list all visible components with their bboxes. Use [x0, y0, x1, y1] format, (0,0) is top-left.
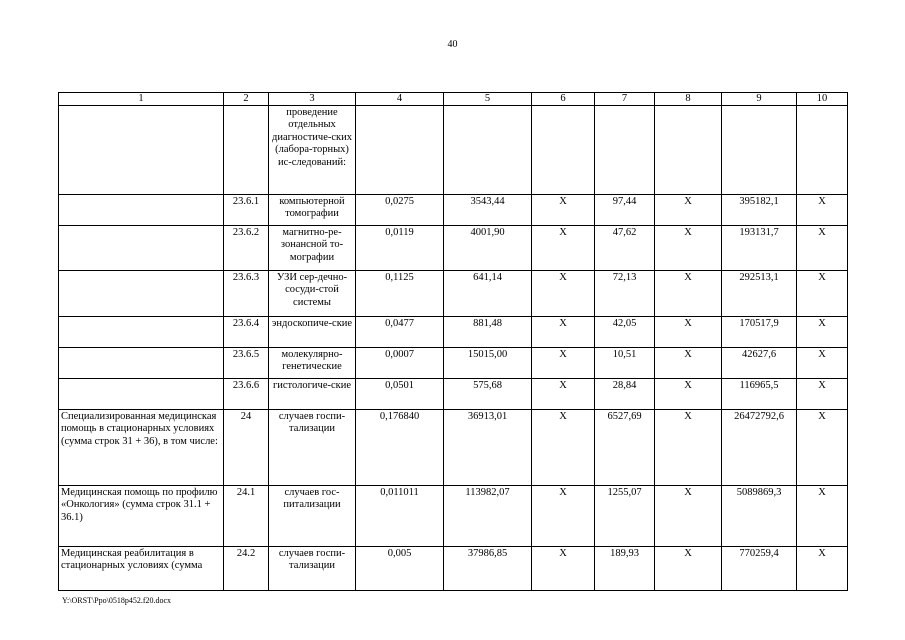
cell-name: [59, 348, 224, 379]
cell-col9: 5089869,3: [722, 486, 797, 547]
cell-col5: 3543,44: [444, 195, 532, 226]
cell-col8: X: [655, 271, 722, 317]
cell-unit: компьютерной томографии: [269, 195, 356, 226]
cell-line-number: [224, 106, 269, 195]
cell-col10: X: [797, 547, 848, 591]
cell-name: [59, 271, 224, 317]
header-cell: 1: [59, 93, 224, 106]
cell-col6: X: [532, 195, 595, 226]
cell-col4: 0,1125: [356, 271, 444, 317]
cell-name: [59, 226, 224, 271]
header-cell: 5: [444, 93, 532, 106]
cell-col6: X: [532, 271, 595, 317]
cell-col8: X: [655, 348, 722, 379]
cell-col9: 395182,1: [722, 195, 797, 226]
cell-col10: X: [797, 317, 848, 348]
cell-col9: 292513,1: [722, 271, 797, 317]
cell-col5: [444, 106, 532, 195]
cell-col9: 116965,5: [722, 379, 797, 410]
cell-col6: X: [532, 547, 595, 591]
cell-line-number: 23.6.1: [224, 195, 269, 226]
cell-col10: X: [797, 486, 848, 547]
header-cell: 10: [797, 93, 848, 106]
table-row: [59, 226, 848, 271]
footer-file-path: Y:\ORST\Ppo\0518p452.f20.docx: [62, 596, 172, 605]
cell-col4: 0,011011: [356, 486, 444, 547]
cell-col10: X: [797, 410, 848, 486]
cell-col9: 193131,7: [722, 226, 797, 271]
cell-col5: 37986,85: [444, 547, 532, 591]
cell-unit: случаев госпи-тализации: [269, 410, 356, 486]
cell-col10: X: [797, 271, 848, 317]
cell-line-number: 23.6.5: [224, 348, 269, 379]
cell-col5: 113982,07: [444, 486, 532, 547]
cell-unit: проведение отдельных диагностиче-ских (лабора-торных) ис-следований:: [269, 106, 356, 195]
cell-col4: [356, 106, 444, 195]
cell-line-number: 23.6.3: [224, 271, 269, 317]
cell-col10: X: [797, 195, 848, 226]
cell-col6: [532, 106, 595, 195]
table-row: [59, 317, 848, 348]
cell-col10: X: [797, 226, 848, 271]
cell-col4: 0,0501: [356, 379, 444, 410]
cell-col9: [722, 106, 797, 195]
cell-col7: 1255,07: [595, 486, 655, 547]
cell-col7: [595, 106, 655, 195]
cell-line-number: 24.1: [224, 486, 269, 547]
cell-col7: 47,62: [595, 226, 655, 271]
cell-col4: 0,176840: [356, 410, 444, 486]
table-row: [59, 106, 848, 195]
cell-col7: 10,51: [595, 348, 655, 379]
data-table: [58, 92, 848, 591]
cell-col7: 189,93: [595, 547, 655, 591]
table-row: [59, 547, 848, 591]
cell-col4: 0,0477: [356, 317, 444, 348]
cell-name: Медицинская реабилитация в стационарных условиях (сумма: [59, 547, 224, 591]
cell-unit: молекулярно-генетические: [269, 348, 356, 379]
table-row: [59, 348, 848, 379]
cell-unit: эндоскопиче-ские: [269, 317, 356, 348]
cell-col8: X: [655, 317, 722, 348]
cell-unit: гистологиче-ские: [269, 379, 356, 410]
cell-col5: 15015,00: [444, 348, 532, 379]
cell-unit: магнитно-ре-зонансной то-мографии: [269, 226, 356, 271]
cell-col8: X: [655, 486, 722, 547]
header-cell: 2: [224, 93, 269, 106]
page-number: 40: [447, 39, 458, 50]
cell-col10: [797, 106, 848, 195]
table-row: [59, 379, 848, 410]
cell-col5: 4001,90: [444, 226, 532, 271]
header-cell: 7: [595, 93, 655, 106]
cell-col4: 0,0119: [356, 226, 444, 271]
cell-col6: X: [532, 410, 595, 486]
cell-name: [59, 379, 224, 410]
table-row: [59, 271, 848, 317]
cell-col10: X: [797, 379, 848, 410]
cell-col5: 641,14: [444, 271, 532, 317]
cell-name: [59, 317, 224, 348]
table-row: [59, 486, 848, 547]
cell-col8: X: [655, 379, 722, 410]
cell-line-number: 23.6.4: [224, 317, 269, 348]
cell-col8: [655, 106, 722, 195]
cell-col7: 42,05: [595, 317, 655, 348]
cell-col4: 0,0007: [356, 348, 444, 379]
cell-col6: X: [532, 317, 595, 348]
cell-line-number: 24.2: [224, 547, 269, 591]
cell-col9: 26472792,6: [722, 410, 797, 486]
cell-col4: 0,0275: [356, 195, 444, 226]
cell-col7: 72,13: [595, 271, 655, 317]
header-cell: 3: [269, 93, 356, 106]
cell-unit: случаев госпи-тализации: [269, 547, 356, 591]
cell-col6: X: [532, 486, 595, 547]
cell-col9: 170517,9: [722, 317, 797, 348]
header-cell: 8: [655, 93, 722, 106]
cell-col8: X: [655, 410, 722, 486]
cell-col4: 0,005: [356, 547, 444, 591]
cell-col7: 6527,69: [595, 410, 655, 486]
cell-name: Специализированная медицинская помощь в стационарных условиях (сумма строк 31 + 36), в том числе:: [59, 410, 224, 486]
cell-col7: 28,84: [595, 379, 655, 410]
cell-col9: 770259,4: [722, 547, 797, 591]
cell-line-number: 24: [224, 410, 269, 486]
cell-col6: X: [532, 226, 595, 271]
cell-unit: случаев гос-питализации: [269, 486, 356, 547]
cell-col6: X: [532, 379, 595, 410]
cell-unit: УЗИ сер-дечно-сосуди-стой системы: [269, 271, 356, 317]
header-cell: 4: [356, 93, 444, 106]
cell-col8: X: [655, 547, 722, 591]
cell-col10: X: [797, 348, 848, 379]
cell-col8: X: [655, 195, 722, 226]
cell-col7: 97,44: [595, 195, 655, 226]
cell-name: Медицинская помощь по профилю «Онкология» (сумма строк 31.1 + 36.1): [59, 486, 224, 547]
table-row: [59, 195, 848, 226]
cell-col5: 881,48: [444, 317, 532, 348]
header-row: [59, 93, 848, 106]
cell-col5: 36913,01: [444, 410, 532, 486]
table-row: [59, 410, 848, 486]
cell-line-number: 23.6.2: [224, 226, 269, 271]
cell-col6: X: [532, 348, 595, 379]
cell-name: [59, 106, 224, 195]
cell-col5: 575,68: [444, 379, 532, 410]
cell-col8: X: [655, 226, 722, 271]
cell-col9: 42627,6: [722, 348, 797, 379]
cell-name: [59, 195, 224, 226]
header-cell: 6: [532, 93, 595, 106]
header-cell: 9: [722, 93, 797, 106]
cell-line-number: 23.6.6: [224, 379, 269, 410]
